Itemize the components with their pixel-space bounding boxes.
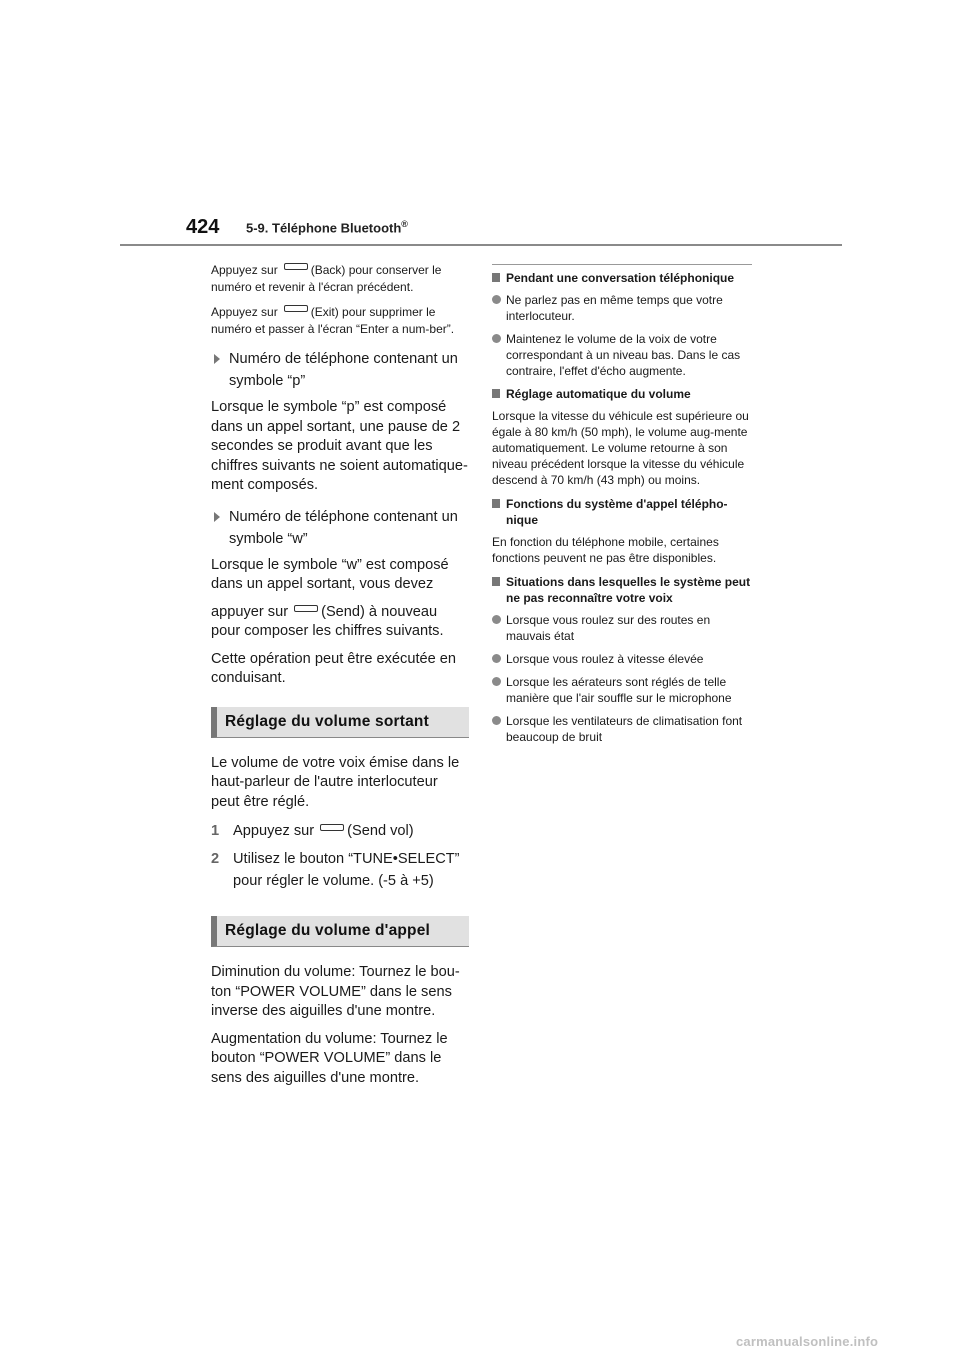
list-item-text: Lorsque vous roulez à vitesse élevée [506, 652, 704, 666]
list-item-text: Ne parlez pas en même temps que votre interlocuteur. [506, 293, 723, 323]
w-send-instruction [211, 603, 469, 642]
list-item [492, 292, 752, 324]
triangle-bullet-icon [214, 512, 220, 522]
note-heading-auto-volume [492, 386, 752, 402]
step-number: 1 [211, 823, 220, 839]
note-heading-text: Situations dans lesquelles le système peut ne pas reconnaître votre voix [506, 575, 751, 605]
exit-post: (Exit) pour supprimer le numéro et passer à l'écran “Enter a num-ber”. [211, 305, 455, 336]
functions-text: En fonction du téléphone mobile, certaines fonctions peuvent ne pas être disponibles. [492, 535, 719, 565]
back-post: (Back) pour conserver le numéro et revenir à l'écran précédent. [211, 263, 442, 294]
step-1-pre: Appuyez sur [233, 823, 315, 839]
auto-volume-text: Lorsque la vitesse du véhicule est supérieure ou égale à 80 km/h (50 mph), le volume aug-mente automatiquement. Le volume retourne à son niveau précédent lorsque la vitesse du véhicule descend à 70 km/h (43 mph) ou moins. [492, 409, 749, 487]
note-heading-voice-recognition [492, 574, 752, 606]
circle-bullet-icon [492, 677, 501, 686]
w-send-pre: appuyer sur [211, 603, 289, 620]
list-item [492, 331, 752, 379]
square-bullet-icon [492, 577, 500, 586]
back-pre: Appuyez sur [211, 263, 278, 277]
list-item-text: Lorsque les ventilateurs de climatisation font beaucoup de bruit [506, 714, 743, 744]
p-symbol-heading-text: Numéro de téléphone contenant un symbole “p” [229, 351, 458, 389]
exit-instruction [211, 304, 469, 338]
w-symbol-note: Cette opération peut être exécutée en conduisant. [211, 650, 457, 686]
w-symbol-heading [211, 506, 469, 550]
page-number: 424 [186, 216, 220, 238]
w-symbol-heading-text: Numéro de téléphone contenant un symbole “w” [229, 508, 458, 547]
exit-button-icon [284, 305, 308, 312]
call-volume-increase: Augmentation du volume: Tournez le bouton “POWER VOLUME” dans le sens des aiguilles d'une montre. [211, 1030, 448, 1086]
call-volume-heading: Réglage du volume d'appel [211, 916, 469, 947]
right-column [492, 264, 752, 752]
registered-mark: ® [401, 219, 408, 229]
circle-bullet-icon [492, 716, 501, 725]
step-2 [211, 848, 469, 892]
triangle-bullet-icon [214, 354, 220, 364]
w-symbol-text: Lorsque le symbole “w” est composé dans un appel sortant, vous devez [211, 556, 449, 592]
step-1 [211, 820, 469, 842]
back-instruction [211, 262, 469, 296]
circle-bullet-icon [492, 615, 501, 624]
watermark: carmanualsonline.info [736, 1334, 879, 1349]
note-heading-text: Fonctions du système d'appel télépho-nique [506, 497, 728, 527]
list-item [492, 612, 752, 644]
note-heading-conversation [492, 270, 752, 286]
list-item-text: Lorsque les aérateurs sont réglés de telle manière que l'air souffle sur le microphone [506, 675, 732, 705]
step-1-post: (Send vol) [347, 823, 414, 839]
section-title-text: 5-9. Téléphone Bluetooth [246, 220, 402, 236]
list-item-text: Lorsque vous roulez sur des routes en mauvais état [506, 613, 711, 643]
note-heading-text: Pendant une conversation téléphonique [506, 271, 735, 285]
outgoing-volume-heading: Réglage du volume sortant [211, 707, 469, 738]
w-send-post: (Send) à nouveau pour composer les chiffres suivants. [211, 603, 444, 639]
step-number: 2 [211, 851, 220, 867]
section-title [246, 219, 408, 235]
square-bullet-icon [492, 273, 500, 282]
list-item [492, 674, 752, 706]
outgoing-volume-text: Le volume de votre voix émise dans le haut-parleur de l'autre interlocuteur peut être réglé. [211, 754, 460, 810]
note-heading-functions [492, 496, 752, 528]
note-heading-text: Réglage automatique du volume [506, 387, 691, 401]
exit-pre: Appuyez sur [211, 305, 278, 319]
circle-bullet-icon [492, 295, 501, 304]
step-2-text: Utilisez le bouton “TUNE•SELECT” pour régler le volume. (-5 à +5) [233, 851, 460, 889]
p-symbol-heading [211, 348, 469, 392]
circle-bullet-icon [492, 334, 501, 343]
left-column [211, 262, 469, 1096]
list-item-text: Maintenez le volume de la voix de votre correspondant à un niveau bas. Dans le cas contraire, l'effet d'écho augmente. [506, 332, 741, 378]
list-item [492, 713, 752, 745]
send-vol-button-icon [320, 824, 344, 831]
square-bullet-icon [492, 389, 500, 398]
back-button-icon [284, 263, 308, 270]
header-rule [120, 244, 842, 246]
send-button-icon [294, 605, 318, 612]
square-bullet-icon [492, 499, 500, 508]
p-symbol-text: Lorsque le symbole “p” est composé dans un appel sortant, une pause de 2 secondes se produit avant que les chiffres suivants ne soient automatique-ment composés. [211, 399, 468, 493]
list-item [492, 651, 752, 667]
note-rule [492, 264, 752, 265]
circle-bullet-icon [492, 654, 501, 663]
call-volume-decrease: Diminution du volume: Tournez le bou-ton “POWER VOLUME” dans le sens inverse des aiguilles d'une montre. [211, 964, 460, 1019]
